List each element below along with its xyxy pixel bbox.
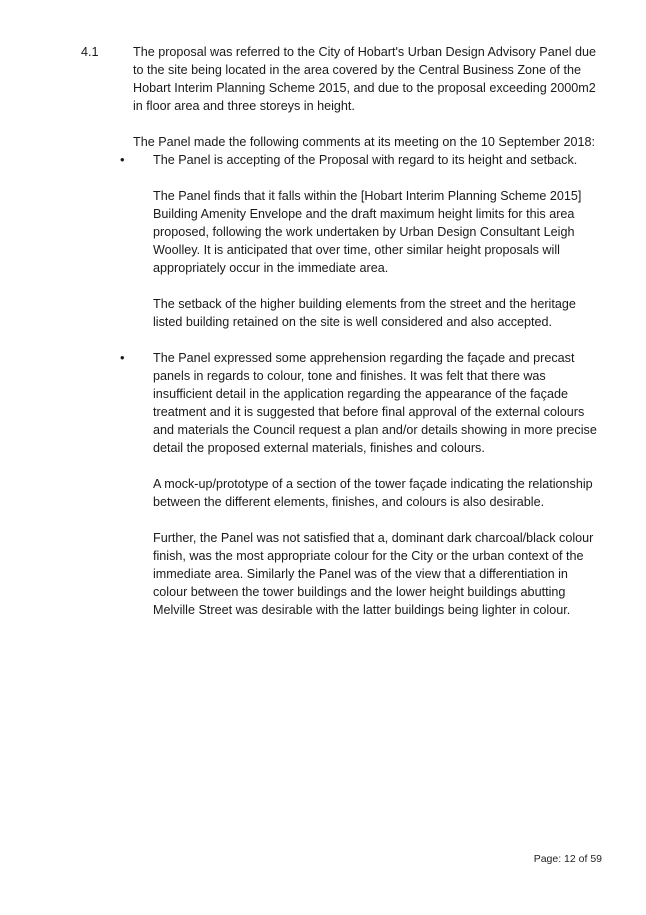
page-number: Page: 12 of 59 [533,853,602,865]
bullet-text: The Panel is accepting of the Proposal with regard to its height and setback. [153,153,578,167]
bullet-marker: • [120,152,125,167]
bullet-1-paragraph-1: The Panel finds that it falls within the [Hobart Interim Planning Scheme 2015] Building Amenity Envelope and the draft maximum height limits for this area proposed, following the work undertaken by Urban Design Consultant Leigh Woolley. It is anticipated that over time, other similar height proposals will appropriately occur in the immediate area. [153,189,582,275]
bullet-2-paragraph-1: A mock-up/prototype of a section of the tower façade indicating the relationship between the different elements, finishes, and colours is also desirable. [153,477,593,509]
bullet-text: The Panel expressed some apprehension regarding the façade and precast panels in regards to colour, tone and finishes. It was felt that there was insufficient detail in the application regarding the appearance of the façade treatment and it is suggested that before final approval of the external colours and materials the Council request a plan and/or details showing in more precise detail the proposed external materials, finishes and colours. [153,351,597,455]
bullet-marker: • [120,350,125,365]
bullet-1-paragraph-2: The setback of the higher building elements from the street and the heritage listed building retained on the site is well considered and also accepted. [153,297,576,329]
intro-paragraph: The proposal was referred to the City of Hobart's Urban Design Advisory Panel due to the site being located in the area covered by the Central Business Zone of the Hobart Interim Planning Scheme 2015, and due to the proposal exceeding 2000m2 in floor area and three storeys in height. [133,45,597,113]
section-number: 4.1 [81,45,99,59]
lead-paragraph: The Panel made the following comments at its meeting on the 10 September 2018: [133,135,596,149]
bullet-2-paragraph-2: Further, the Panel was not satisfied that a, dominant dark charcoal/black colour finish, was the most appropriate colour for the City or the urban context of the immediate area. Similarly the Panel was of the view that a differentiation in colour between the tower buildings and the lower height buildings abutting Melville Street was desirable with the latter buildings being lighter in colour. [153,531,594,617]
